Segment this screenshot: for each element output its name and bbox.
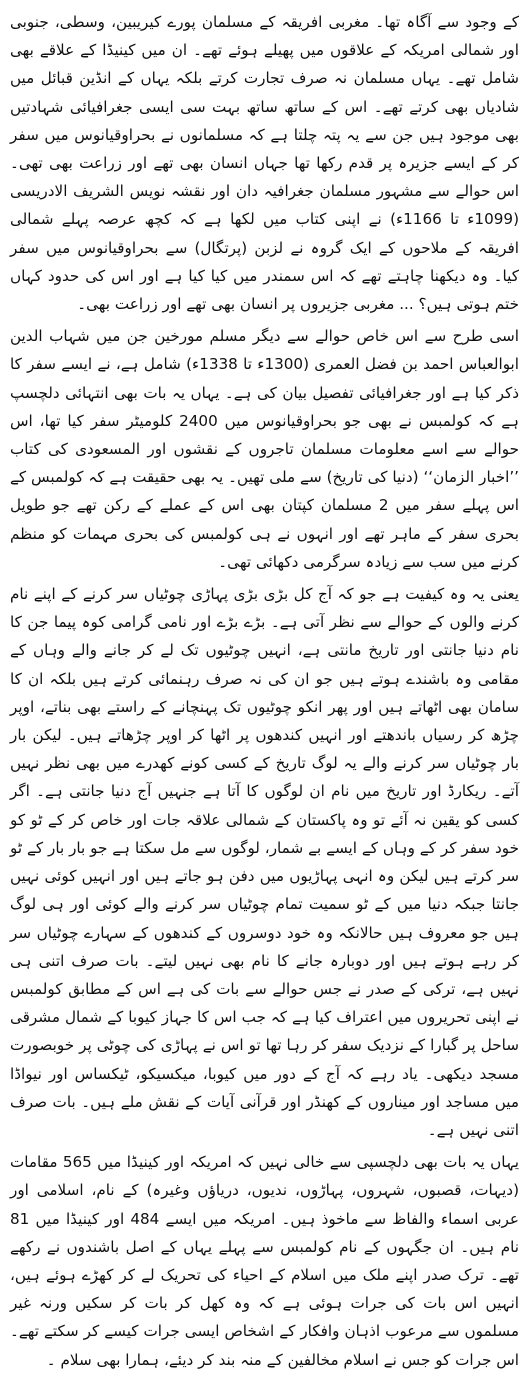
paragraph-1: کے وجود سے آگاہ تھا۔ مغربی افریقہ کے مسلمان پورے کیریبین، وسطی، جنوبی اور شمالی امریکہ کے علاقوں میں پھیلے ہوئے تھے۔ ان میں کینیڈا کے علاقے بھی شامل تھے۔ یہاں مسلمان نہ صرف تجارت کرتے بلکہ یہاں کے انڈین قبائل میں شادیاں بھی کرتے تھے۔ اس کے ساتھ ساتھ بہت سی ایسی جغرافیائی شہادتیں بھی موجود ہیں جن سے یہ پتہ چلتا ہے کہ مسلمانوں نے بحراوقیانوس میں سفر کر کے ایسے جزیرہ پر قدم رکھا تھا جہاں انسان بھی تھے اور زراعت بھی تھی۔ اس حوالے سے مشہور مسلمان جغرافیہ دان اور نقشہ نویس الشریف الادریسی (1099ء تا 1166ء) نے اپنی کتاب میں لکھا ہے کہ کچھ عرصہ پہلے شمالی افریقہ کے ملاحوں کے ایک گروہ نے لزبن (پرتگال) سے بحراوقیانوس میں سفر کیا۔ وہ دیکھنا چاہتے تھے کہ اس سمندر میں کیا کیا ہے اور اس کی حدود کہاں ختم ہوتی ہیں؟ ... مغربی جزیروں پر انسان بھی تھے اور زراعت بھی۔ [10, 13, 519, 314]
paragraph-3: یعنی یہ وہ کیفیت ہے جو کہ آج کل بڑی بڑی پہاڑی چوٹیاں سر کرنے کے اپنے نام کرنے والوں کے حوالے سے نظر آتی ہے۔ بڑے بڑے اور نامی گرامی کوہ پیما جن کا نام دنیا جانتی اور تاریخ مانتی ہے، انہیں چوٹیوں تک لے کر جانے والے وہاں کے مقامی وہ باشندے ہوتے ہیں جو ان کی نہ صرف رہنمائی کرتے ہیں بلکہ ان کا سامان بھی اٹھاتے ہیں اور پھر انکو چوٹیوں تک پہنچانے کے راستے بھی بناتے، اوپر چڑھ کر رسیاں باندھتے اور انہیں کندھوں پر اٹھا کر اوپر چڑھاتے ہیں۔ لیکن بار بار چوٹیاں سر کرنے والے یہ لوگ تاریخ کے کسی کونے کھدرے میں بھی نظر نہیں آتے۔ ریکارڈ اور تاریخ میں نام ان لوگوں کا آتا ہے جنہیں آج دنیا جانتی ہے۔ اگر کسی کو یقین نہ آئے تو وہ پاکستان کے شمالی علاقہ جات اور خاص کر کے ٹو کو خود سفر کر کے وہاں کے ایسے بے شمار، لوگوں سے مل سکتا ہے جو بار بار کے ٹو سر کرتے ہیں لیکن وہ انہی پہاڑیوں میں دفن ہو جاتے ہیں اور انہیں کوئی نہیں جانتا جبکہ دنیا میں کے ٹو سمیت تمام چوٹیاں سر کرنے والے کوئی اور ہی لوگ ہیں جو معروف ہیں حالانکہ وہ خود دوسروں کے کندھوں کے سہارے چوٹیاں سر کر رہے ہوتے ہیں اور دوبارہ جانے کا نام بھی نہیں لیتے۔ بات صرف اتنی ہی نہیں ہے، ترکی کے صدر نے جس حوالے سے بات کی ہے اس کے مطابق کولمبس نے اپنی تحریروں میں اعتراف کیا ہے کہ جب اس کا جہاز کیوبا کے شمال مشرقی ساحل پر گبارا کے نزدیک سفر کر رہا تھا تو اس نے پہاڑی کی چوٹی پر خوبصورت مسجد دیکھی۔ یاد رہے کہ آج کے دور میں کیوبا، میکسیکو، ٹیکساس اور نیواڈا میں مساجد اور میناروں کے کھنڈر اور قرآنی آیات کے نقش ملے ہیں۔ بات صرف اتنی نہیں ہے۔ [10, 585, 519, 1139]
paragraph-2: اسی طرح سے اس خاص حوالے سے دیگر مسلم مورخین جن میں شہاب الدین ابوالعباس احمد بن فضل العمری (1300ء تا 1338ء) شامل ہے، نے ایسے سفر کا ذکر کیا ہے اور جغرافیائی تفصیل بیان کی ہے۔ یہاں یہ بات بھی انتہائی دلچسپ ہے کہ کولمبس نے بھی جو بحراوقیانوس میں 2400 کلومیٹر سفر کیا تھا، اس حوالے سے اسے معلومات مسلمان تاجروں کے نقشوں اور المسعودی کی کتاب ’’اخبار الزمان‘‘ (دنیا کی تاریخ) سے ملی تھیں۔ یہ بھی حقیقت ہے کہ کولمبس کے اس پہلے سفر میں 2 مسلمان کپتان بھی اس کے عملے کے رکن تھے جو طویل بحری سفر کے ماہر تھے اور انہوں نے ہی کولمبس کی بحری مہمات کو منظم کرنے میں سب سے زیادہ سرگرمی دکھائی تھی۔ [10, 327, 520, 571]
paragraph-4: یہاں یہ بات بھی دلچسپی سے خالی نہیں کہ امریکہ اور کینیڈا میں 565 مقامات (دیہات، قصبوں، شہروں، پہاڑوں، ندیوں، دریاؤں وغیرہ) کے نام، اسلامی اور عربی اسماء والفاظ سے ماخوذ ہیں۔ امریکہ میں ایسے 484 اور کینیڈا میں 81 نام ہیں۔ ان جگہوں کے نام کولمبس سے پہلے یہاں کے اصل باشندوں نے رکھے تھے۔ ترک صدر اپنے ملک میں اسلام کے احیاء کی تحریک لے کر کھڑے ہوئے ہیں، انہیں اس بات کی جرات ہوئی ہے کہ وہ کھل کر بات کر سکیں ورنہ غیر مسلموں سے مرعوب اذہان وافکار کے اشخاص ایسی جرات کیسے کر سکتے تھے۔ اس جرات کو جس نے اسلام مخالفین کے منہ بند کر دیئے، ہمارا بھی سلام ۔ [10, 1153, 519, 1369]
